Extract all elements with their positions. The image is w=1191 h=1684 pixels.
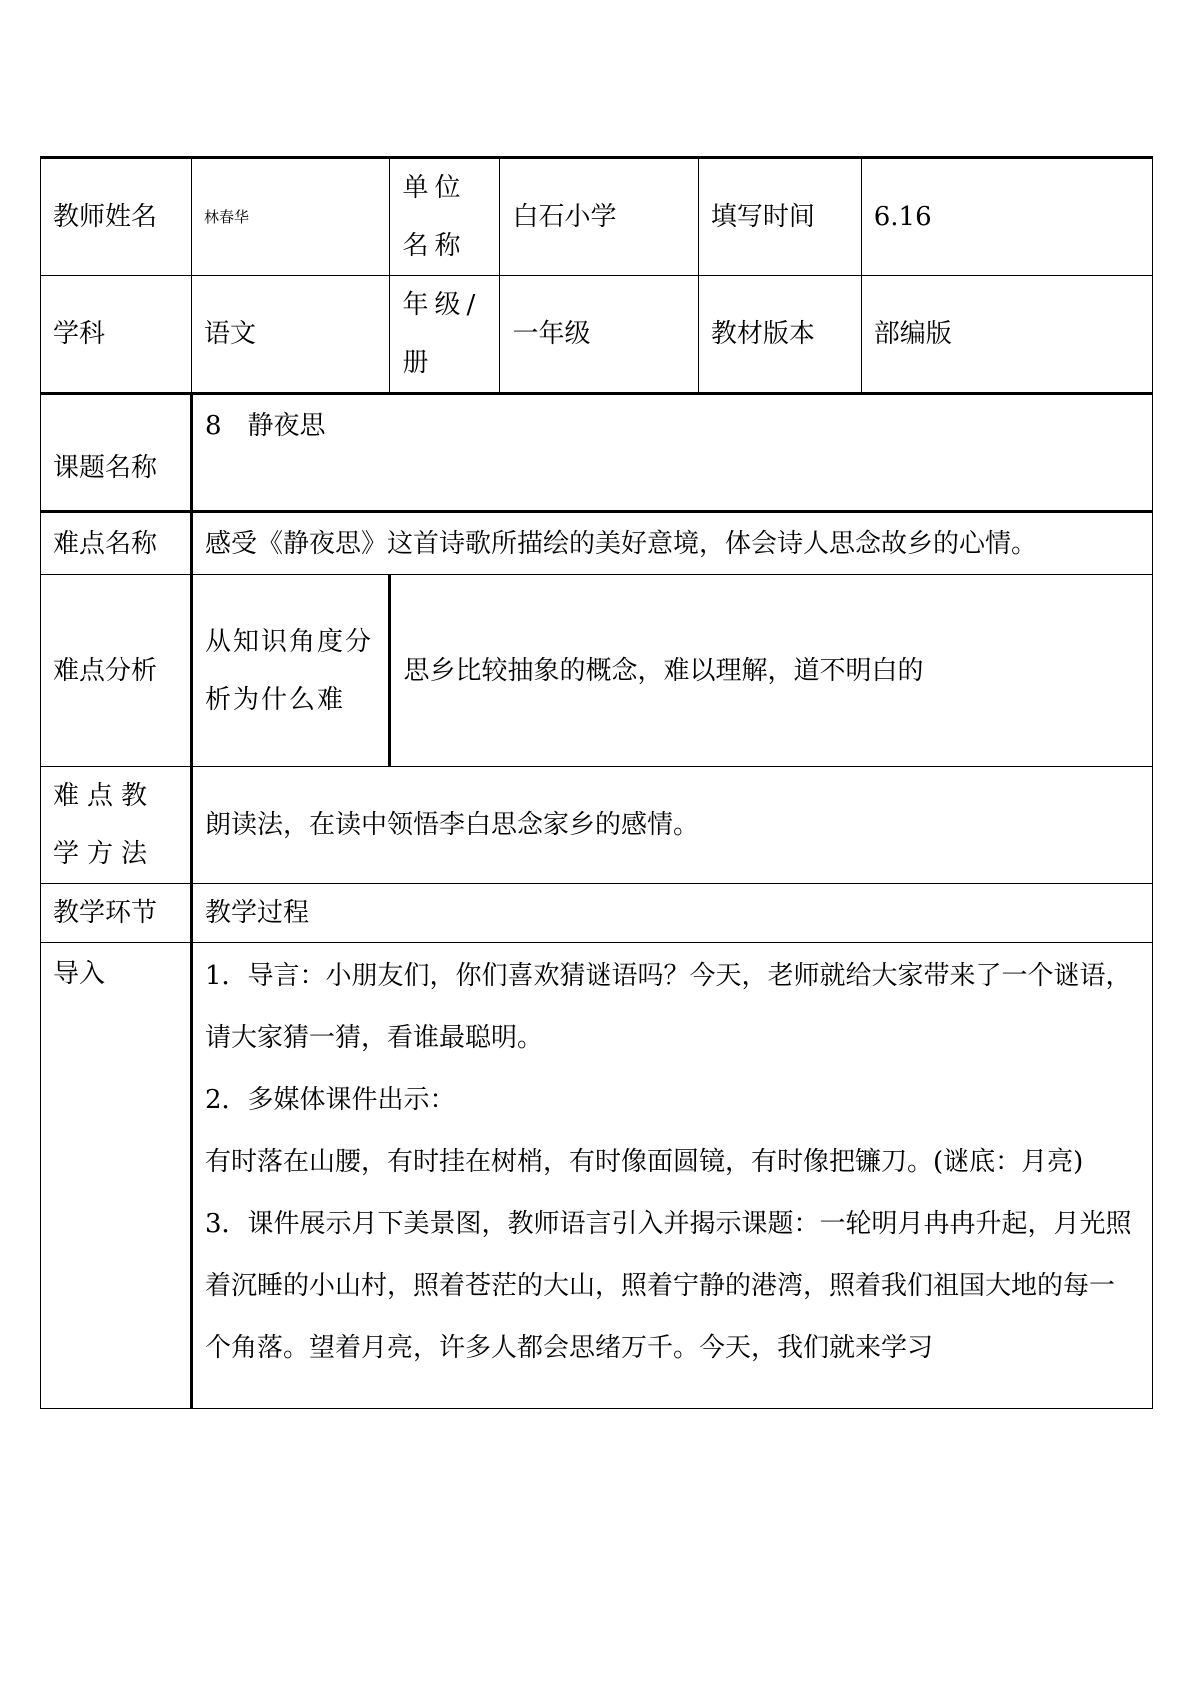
table-row: [41, 276, 1153, 394]
table-row: [41, 158, 1153, 276]
difficulty-label: 难点名称: [41, 512, 192, 575]
intro-line: 2．多媒体课件出示：: [204, 1085, 456, 1115]
unit-value: 白石小学: [500, 158, 698, 276]
method-label: 难点教学方法: [41, 767, 192, 884]
method-value: 朗读法，在读中领悟李白思念家乡的感情。: [191, 767, 1152, 884]
table-row: [41, 884, 1153, 943]
process-label: 教学过程: [191, 884, 1152, 943]
lesson-plan-sheet: [40, 156, 1153, 1409]
difficulty-value: 感受《静夜思》这首诗歌所描绘的美好意境，体会诗人思念故乡的心情。: [191, 512, 1152, 575]
analysis-label: 难点分析: [41, 575, 192, 767]
subject-value: 语文: [191, 276, 389, 394]
edition-label: 教材版本: [698, 276, 861, 394]
unit-label: 单位名称: [390, 158, 500, 276]
title-label: 课题名称: [41, 394, 192, 512]
lesson-plan-table: [40, 156, 1153, 1409]
intro-line: 有时落在山腰，有时挂在树梢，有时像面圆镜，有时像把镰刀。(谜底：月亮): [204, 1147, 1084, 1177]
subject-label: 学科: [41, 276, 192, 394]
table-row: [41, 767, 1153, 884]
table-row: [41, 575, 1153, 767]
analysis-sub-label: 从知识角度分析为什么难: [191, 575, 389, 767]
table-row: [41, 394, 1153, 512]
intro-stage: 导入: [41, 943, 192, 1409]
title-value: 8 静夜思: [191, 394, 1152, 512]
intro-line: 1．导言：小朋友们，你们喜欢猜谜语吗？今天，老师就给大家带来了一个谜语，请大家猜一猜，看谁最聪明。: [204, 961, 1132, 1053]
date-value: 6.16: [861, 158, 1152, 276]
grade-value: 一年级: [500, 276, 698, 394]
analysis-value: 思乡比较抽象的概念，难以理解，道不明白的: [390, 575, 1153, 767]
stage-label: 教学环节: [41, 884, 192, 943]
teacher-label: 教师姓名: [41, 158, 192, 276]
intro-content: [191, 943, 1152, 1409]
teacher-value: 林春华: [191, 158, 389, 276]
grade-label: 年级/册: [390, 276, 500, 394]
edition-value: 部编版: [861, 276, 1152, 394]
table-row: [41, 512, 1153, 575]
table-row: [41, 943, 1153, 1409]
date-label: 填写时间: [698, 158, 861, 276]
intro-line: 3．课件展示月下美景图，教师语言引入并揭示课题：一轮明月冉冉升起，月光照着沉睡的小山村，照着苍茫的大山，照着宁静的港湾，照着我们祖国大地的每一个角落。望着月亮，许多人都会思绪万千。今天，我们就来学习: [204, 1209, 1132, 1363]
